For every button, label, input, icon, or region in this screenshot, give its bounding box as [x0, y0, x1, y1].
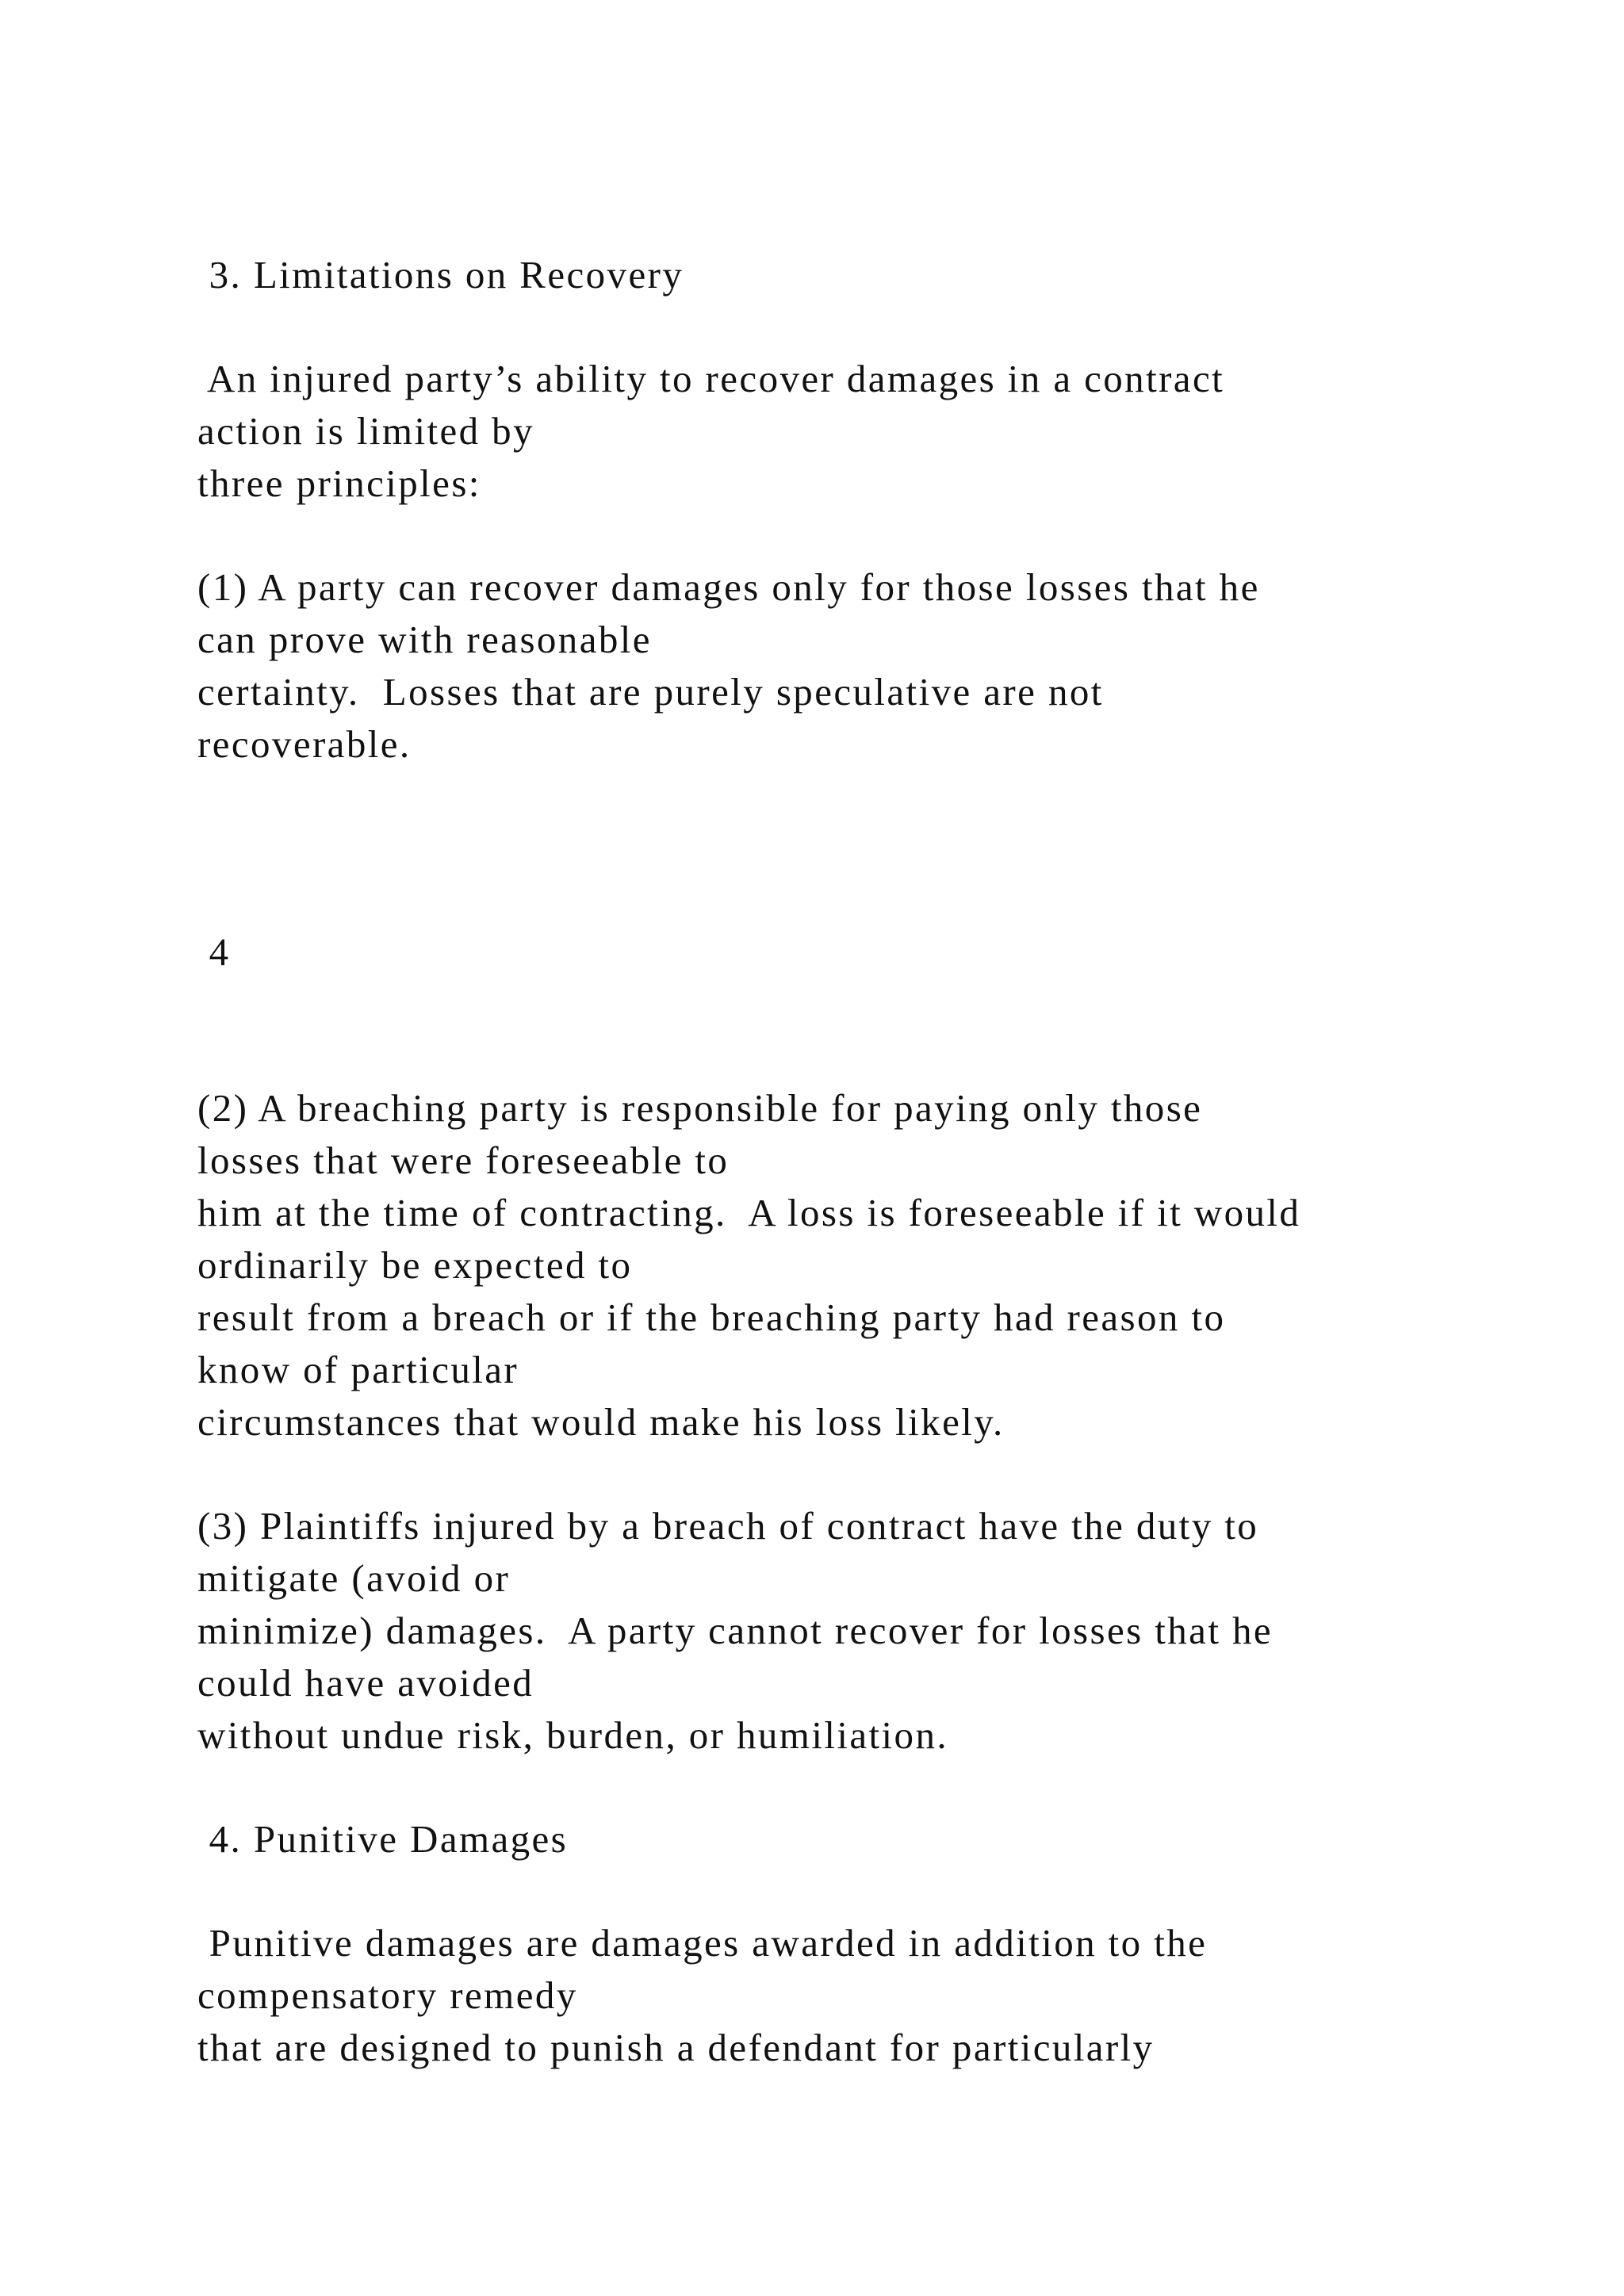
- text-line: result from a breach or if the breaching party had reason to: [197, 1295, 1226, 1339]
- text-line: minimize) damages. A party cannot recover for losses that he: [197, 1609, 1274, 1652]
- text-line: compensatory remedy: [197, 1973, 578, 2017]
- text-line: ordinarily be expected to: [197, 1243, 633, 1287]
- text-line: certainty. Losses that are purely speculative are not: [197, 670, 1104, 714]
- text-line: recoverable.: [197, 722, 412, 766]
- text-line: An injured party’s ability to recover damages in a contract: [197, 357, 1225, 400]
- text-line: him at the time of contracting. A loss is foreseeable if it would: [197, 1191, 1301, 1234]
- page-number: 4: [197, 930, 231, 974]
- text-line: (2) A breaching party is responsible for paying only those: [197, 1086, 1203, 1130]
- text-line: Punitive damages are damages awarded in addition to the: [197, 1921, 1208, 1965]
- text-line: could have avoided: [197, 1661, 534, 1705]
- section-heading-punitive: 4. Punitive Damages: [197, 1817, 569, 1861]
- text-line: action is limited by: [197, 409, 534, 453]
- text-line: that are designed to punish a defendant for particularly: [197, 2026, 1155, 2069]
- text-line: (1) A party can recover damages only for those losses that he: [197, 565, 1260, 609]
- text-line: (3) Plaintiffs injured by a breach of contract have the duty to: [197, 1504, 1259, 1548]
- text-line: three principles:: [197, 461, 481, 505]
- text-line: mitigate (avoid or: [197, 1556, 511, 1600]
- text-line: losses that were foreseeable to: [197, 1138, 730, 1182]
- text-line: circumstances that would make his loss likely.: [197, 1400, 1005, 1444]
- text-line: can prove with reasonable: [197, 618, 652, 661]
- text-line: know of particular: [197, 1348, 519, 1391]
- section-heading-limitations: 3. Limitations on Recovery: [197, 253, 684, 297]
- text-line: without undue risk, burden, or humiliation.: [197, 1713, 948, 1757]
